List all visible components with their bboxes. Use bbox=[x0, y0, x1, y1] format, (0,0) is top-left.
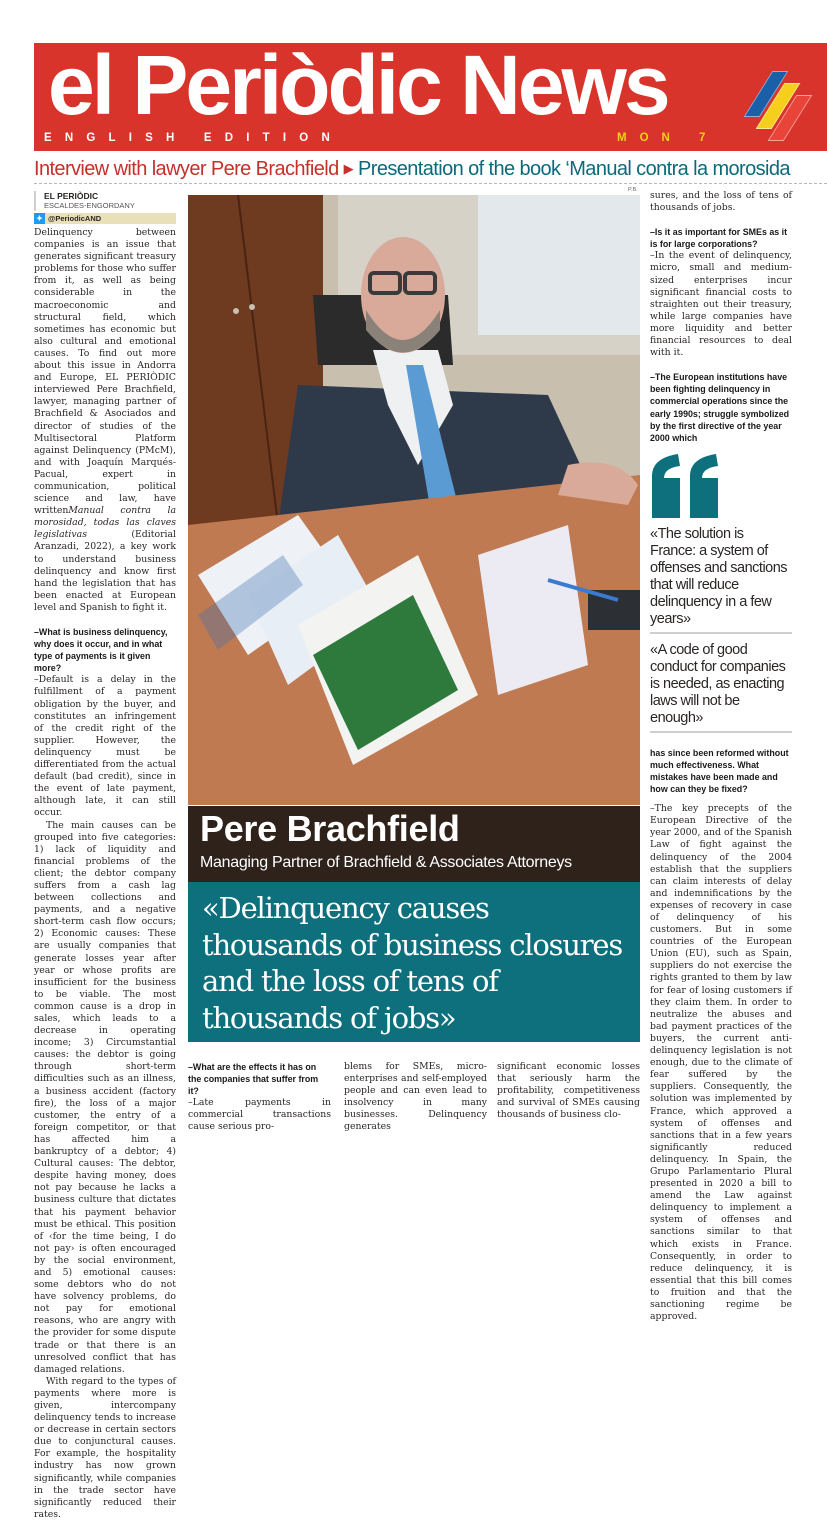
photo-credit: P.B. bbox=[628, 187, 638, 193]
issue-date: MON 7 bbox=[617, 132, 719, 144]
answer-3: –In the event of delinquency, micro, small and medium-sized enterprises incur significant financial costs to straighten out their treasury, while large companies have more liquidity and better financial resources to deal with it. bbox=[650, 250, 792, 359]
twitter-handle[interactable]: @PeriodicAND bbox=[48, 214, 102, 223]
logo-stripes-icon bbox=[740, 71, 804, 137]
masthead bbox=[34, 38, 827, 151]
answer-2-part-4: sures, and the loss of tens of thousands of jobs. bbox=[650, 190, 792, 214]
main-quote: «Delinquency causes thousands of business closures and the loss of tens of thousands of jobs» bbox=[202, 891, 623, 1035]
headline-secondary: Presentation of the book ‘Manual contra la morosida bbox=[358, 158, 790, 180]
question-2: –What are the effects it has on the companies that suffer from it? bbox=[188, 1062, 319, 1097]
answer-1-paragraph-3: With regard to the types of payments where more is given, intercompany delinquency tends to increase or decrease in certain sectors due to conjunctural causes. For example, the hospitality industry has now grown significantly, while companies in the trade sector have significantly reduced their rates. bbox=[34, 1375, 176, 1520]
question-3: –Is it as important for SMEs as it is for large corporations? bbox=[650, 227, 788, 250]
article-column-bottom-1 bbox=[188, 1061, 331, 1134]
byline-publication: EL PERIÒDIC bbox=[34, 191, 176, 201]
answer-2-part-3: significant economic losses that seriously harm the profitability, competitiveness and survival of SMEs causing thousands of business clo- bbox=[497, 1061, 640, 1121]
interview-photo bbox=[188, 195, 640, 805]
edition-label: ENGLISH EDITION bbox=[44, 132, 343, 144]
headline-primary: Interview with lawyer Pere Brachfield bbox=[34, 158, 339, 180]
quotation-mark-icon bbox=[650, 454, 722, 518]
interviewee-name-box bbox=[188, 806, 640, 882]
headline-bar bbox=[34, 155, 827, 184]
interviewee-name: Pere Brachfield bbox=[200, 808, 460, 849]
article-column-right-bottom bbox=[650, 747, 792, 1323]
interviewee-role: Managing Partner of Brachfield & Associates Attorneys bbox=[200, 854, 572, 871]
byline bbox=[34, 191, 176, 224]
pull-quote-1: «The solution is France: a system of offenses and sanctions that will reduce delinquency in a few years» bbox=[650, 526, 792, 634]
photo-illustration bbox=[188, 195, 640, 805]
answer-2-part-1: –Late payments in commercial transactions cause serious pro- bbox=[188, 1097, 331, 1133]
question-4-part-2: has since been reformed without much effectiveness. What mistakes have been made and how can they be fixed? bbox=[650, 747, 789, 795]
answer-1-paragraph-2: The main causes can be grouped into five categories: 1) lack of liquidity and financial problems of the client; the debtor company suffers from a cash lag between collections and payments, and a negative short-term cash flow occurs; 2) Economic causes: These are usually companies that generate losses year after year or whose profits are insufficient for the business to be viable. The most common cause is a drop in sales, which leads to a decrease in operating income; 3) Circumstantial causes: the debtor is going through short-term difficulties such as an illness, a business accident (factory fire), the loss of a major customer, the entry of a foreign competitor, or that has affected him a bankruptcy of a debtor; 4) Cultural causes: The debtor, despite having money, does not pay because he lacks a business culture that dictates that his payment behavior must be ethical. This position of ‹for the time being, I do not pay› is often encouraged by the social environment, and 5) emotional causes: some debtors who do not have solvency problems, do not pay for emotional reasons, who are angry with the provider for some dispute trade or that there is an unresolved conflict that has damaged relations. bbox=[34, 819, 176, 1375]
question-4-part-1: –The European institutions have been fighting delinquency in commercial operations since the early 1990s; struggle symbolized by the first directive of the year 2000 which bbox=[650, 372, 790, 443]
article-column-bottom-2 bbox=[344, 1061, 487, 1134]
answer-2-part-2: blems for SMEs, micro-enterprises and self-employed people and can even lead to insolvency in many businesses. Delinquency generates bbox=[344, 1061, 487, 1133]
newspaper-title: el Periòdic News bbox=[48, 38, 668, 132]
main-quote-box bbox=[188, 882, 640, 1042]
twitter-bird-icon: ✦ bbox=[34, 213, 45, 224]
book-title: Manual contra la morosidad, todas las claves legislativas bbox=[34, 505, 176, 541]
twitter-handle-bar[interactable] bbox=[34, 213, 176, 224]
article-column-left bbox=[34, 227, 176, 1521]
triangle-right-icon: ▶ bbox=[343, 161, 354, 176]
right-sidebar bbox=[650, 190, 792, 1323]
article-column-bottom-3 bbox=[497, 1061, 640, 1121]
article-column-right-top bbox=[650, 190, 792, 444]
byline-location: ESCALDES-ENGORDANY bbox=[34, 201, 176, 211]
article-intro: Delinquency between companies is an issue that generates significant treasury problems for those who suffer from it, as well as being considerable in the macroeconomic and structural field, which sometimes has economic but also cultural and emotional causes. To find out more about this issue in Andorra and Europe, EL PERIÒDIC interviewed Pere Brachfield, lawyer, managing partner of Brachfield & Asociados and director of studies of the Multisectoral Platform against Delinquency (PMcM), and with Joaquín Marqués-Pacual, expert in communication, political science and law, have writtenManual contra la morosidad, todas las claves legislativas (Editorial Aranzadi, 2022), a key work to understand business delinquency and know first hand the legislation that has been enacted at European level and Spanish to fight it. bbox=[34, 227, 176, 613]
pull-quote-2: «A code of good conduct for companies is needed, as enacting laws will not be enough» bbox=[650, 642, 792, 733]
answer-4: –The key precepts of the European Directive of the year 2000, and of the Spanish Law of fight against the delinquency of the 2004 establish that the suppliers can claim interests of delay and indemnifications by the expenses of recovery in case of delinquency of his customers. But in some countries of the European Union (EU), such as Spain, suppliers do not exercise the rights granted to them by law for fear of losing customers if they claim them. In order to neutralize the abuses and bad payment practices of the buyers, the current anti-delinquency legislation is not enough, due to the climate of fear suffered by the suppliers. Consequently, the solution was implemented by France, which approved a system of offenses and sanctions that in a few years significantly reduced delinquency. In Spain, the Grupo Parlamentario Plural presented in 2020 a bill to amend the Law against delinquency to implement a system of offenses and sanctions similar to that which exists in France. Consequently, in order to reduce delinquency, it is essential that this bill comes to fruition and that the sanctioning regime be approved. bbox=[650, 803, 792, 1323]
question-1: –What is business delinquency, why does it occur, and in what type of payments is it given more? bbox=[34, 627, 168, 674]
answer-1-paragraph-1: –Default is a delay in the fulfillment of a payment obligation by the buyer, and constitutes an infringement of the credit right of the supplier. However, the delinquency must be differentiated from the actual default (bad credit), since in the event of late payment, although late, it can still occur. bbox=[34, 674, 176, 819]
